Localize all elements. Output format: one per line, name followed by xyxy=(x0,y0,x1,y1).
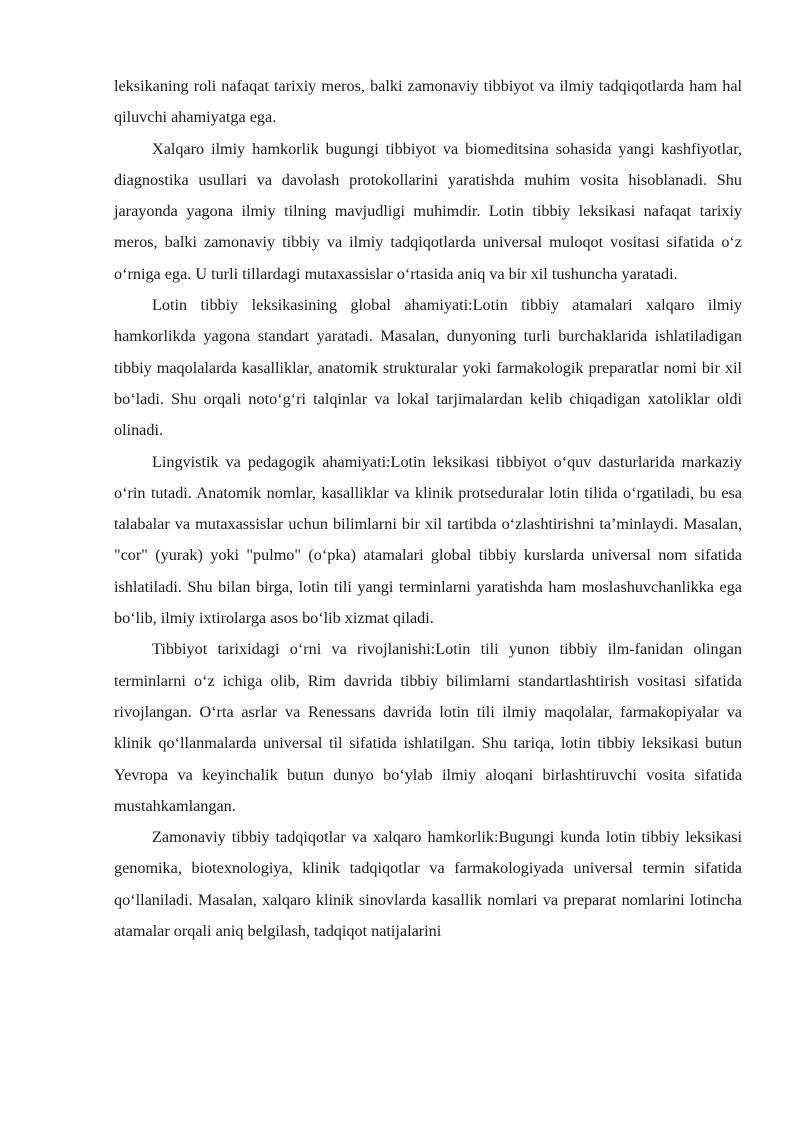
paragraph-modern-research: Zamonaviy tibbiy tadqiqotlar va xalqaro hamkorlik:Bugungi kunda lotin tibbiy leksikasi genomika, biotexnologiya, klinik tadqiqotlar va farmakologiyada universal termin sifatida qo‘llaniladi. Masalan, xalqaro klinik sinovlarda kasallik nomlari va preparat nomlarini lotincha atamalar orqali aniq belgilash, tadqiqot natijalarini xyxy=(114,828,742,941)
paragraph-continuation: leksikaning roli nafaqat tarixiy meros, balki zamonaviy tibbiyot va ilmiy tadqiqotlarda ham hal qiluvchi ahamiyatga ega. xyxy=(114,77,742,127)
paragraph-linguistic-pedagogical: Lingvistik va pedagogik ahamiyati:Lotin leksikasi tibbiyot o‘quv dasturlarida markaziy o‘rin tutadi. Anatomik nomlar, kasalliklar va klinik protseduralar lotin tilida o‘rgatiladi, bu esa talabalar va mutaxassislar uchun bilimlarni bir xil tartibda o‘zlashtirishni ta’minlaydi. Masalan, "cor" (yurak) yoki "pulmo" (o‘pka) atamalari global tibbiy kurslarda universal nom sifatida ishlatiladi. Shu bilan birga, lotin tili yangi terminlarni yaratishda ham moslashuvchanlikka ega bo‘lib, ilmiy ixtirolarga asos bo‘lib xizmat qiladi. xyxy=(114,452,742,628)
paragraph-history-development: Tibbiyot tarixidagi o‘rni va rivojlanishi:Lotin tili yunon tibbiy ilm-fanidan olingan terminlarni o‘z ichiga olib, Rim davrida tibbiy bilimlarni standartlashtirish vositasi sifatida rivojlangan. O‘rta asrlar va Renessans davrida lotin tili ilmiy maqolalar, farmakopiyalar va klinik qo‘llanmalarda universal til sifatida ishlatilgan. Shu tariqa, lotin tibbiy leksikasi butun Yevropa va keyinchalik butun dunyo bo‘ylab ilmiy aloqani birlashtiruvchi vosita sifatida mustahkamlangan. xyxy=(114,640,742,815)
document-page xyxy=(114,71,742,947)
paragraph-international-cooperation: Xalqaro ilmiy hamkorlik bugungi tibbiyot va biomeditsina sohasida yangi kashfiyotlar, diagnostika usullari va davolash protokollarini yaratishda muhim vosita hisoblanadi. Shu jarayonda yagona ilmiy tilning mavjudligi muhimdir. Lotin tibbiy leksikasi nafaqat tarixiy meros, balki zamonaviy tibbiy va ilmiy tadqiqotlarda universal muloqot vositasi sifatida o‘z o‘rniga ega. U turli tillardagi mutaxassislar o‘rtasida aniq va bir xil tushuncha yaratadi. xyxy=(114,139,742,283)
paragraph-global-significance: Lotin tibbiy leksikasining global ahamiyati:Lotin tibbiy atamalari xalqaro ilmiy hamkorlikda yagona standart yaratadi. Masalan, dunyoning turli burchaklarida ishlatiladigan tibbiy maqolalarda kasalliklar, anatomik strukturalar yoki farmakologik preparatlar nomi bir xil bo‘ladi. Shu orqali noto‘g‘ri talqinlar va lokal tarjimalardan kelib chiqadigan xatoliklar oldi olinadi. xyxy=(114,296,742,440)
